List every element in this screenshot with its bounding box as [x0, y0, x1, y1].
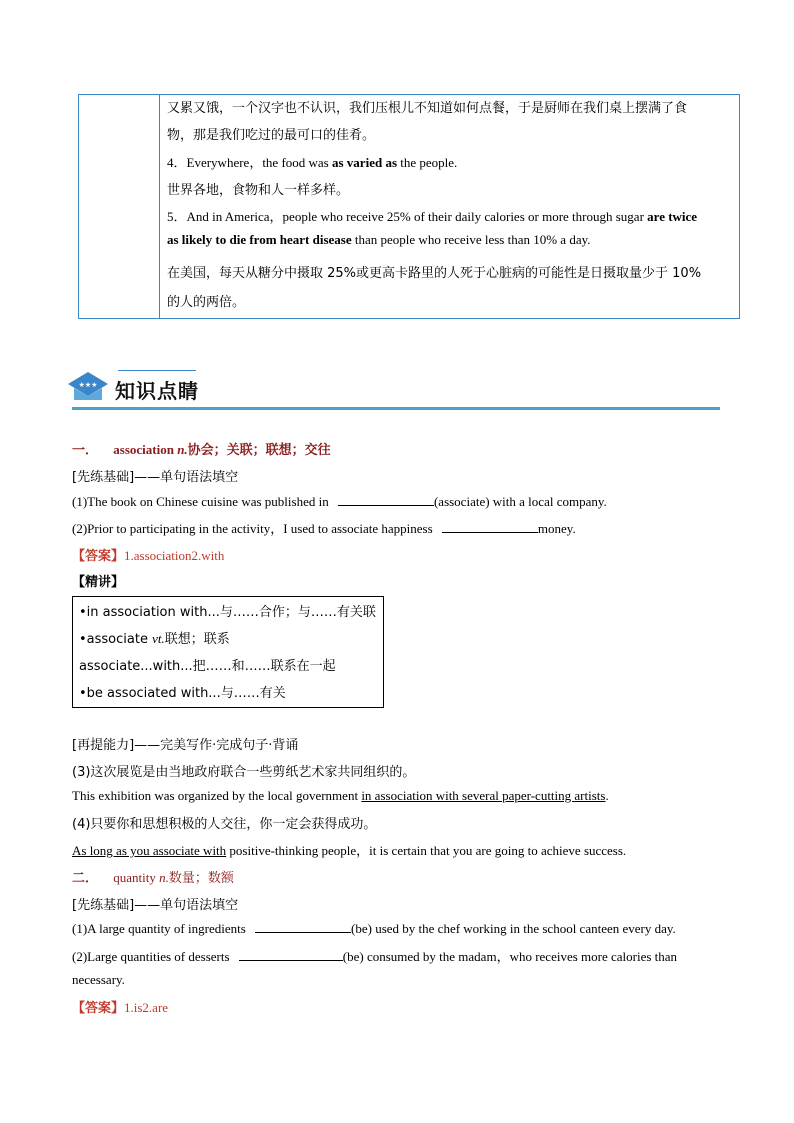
table-line: 物，那是我们吃过的最可口的佳肴。 — [167, 128, 376, 143]
item-heading — [72, 867, 234, 886]
sentence-text: . — [605, 788, 609, 803]
answer-line — [72, 997, 168, 1016]
header-top-line — [118, 370, 196, 371]
answer-text: 1.association2.with — [124, 548, 225, 563]
question-text: (be) used by the chef working in the school canteen every day. — [351, 921, 676, 936]
item-pos: n. — [177, 442, 188, 457]
question-2-cont: necessary. — [72, 972, 125, 987]
table-left-column — [79, 95, 160, 318]
answer-blank[interactable] — [442, 520, 538, 533]
note-pos: vt. — [152, 631, 165, 646]
item-heading — [72, 439, 331, 458]
sentence-answer: As long as you associate with — [72, 843, 227, 858]
sentence-bold: as likely to die from heart disease — [167, 232, 352, 247]
item-pos: n. — [159, 870, 169, 885]
question-text: (2)Large quantities of desserts — [72, 949, 230, 964]
sentence-text: Everywhere，the food was — [186, 155, 332, 170]
note-line: associate...with...把……和……联系在一起 — [79, 659, 336, 674]
notes-box — [72, 596, 384, 708]
question-4-cn: (4)只要你和思想积极的人交往，你一定会获得成功。 — [72, 817, 377, 832]
sentence-text: than people who receive less than 10% a day. — [351, 232, 591, 247]
answer-line — [72, 545, 224, 564]
sentence-number: 5． — [167, 209, 187, 224]
question-2 — [72, 518, 576, 537]
sentence-text: positive-thinking people，it is certain that you are going to achieve success. — [226, 843, 627, 858]
question-4-en — [72, 840, 626, 859]
item-number: 二． — [72, 871, 99, 886]
question-1 — [72, 493, 607, 510]
question-text: (1)The book on Chinese cuisine was published in — [72, 494, 329, 509]
question-text: (associate) with a local company. — [433, 494, 607, 509]
table-line: 在美国，每天从糖分中摄取 25%或更高卡路里的人死于心脏病的可能性是日摄取量少于 10% — [167, 266, 702, 281]
answer-blank[interactable] — [255, 920, 351, 933]
sentence-bold: as varied as — [332, 155, 397, 170]
note-text: •associate — [79, 632, 153, 647]
sentence-text: And in America，people who receive 25% of their daily calories or more through sugar — [186, 209, 648, 224]
graduation-cap-icon — [66, 368, 110, 404]
item-meaning: 数量；数额 — [168, 871, 234, 886]
sentence-4 — [167, 152, 457, 171]
answer-label: 【答案】 — [72, 549, 125, 564]
question-text: (1)A large quantity of ingredients — [72, 921, 246, 936]
translation-table — [78, 94, 740, 319]
item-word: quantity — [113, 870, 156, 885]
note-line: •in association with...与……合作；与……有关联 — [79, 605, 376, 620]
sentence-bold: are twice — [647, 209, 698, 224]
item-word: association — [113, 442, 174, 457]
question-text: money. — [537, 521, 576, 536]
sentence-text: the people. — [397, 155, 458, 170]
question-3-cn: (3)这次展览是由当地政府联合一些剪纸艺术家共同组织的。 — [72, 765, 416, 780]
question-3-en — [72, 788, 609, 804]
note-text: 联想；联系 — [164, 632, 230, 647]
sentence-answer: in association with several paper-cutting artists — [361, 788, 606, 803]
item-meaning: 协会；关联；联想；交往 — [187, 443, 331, 458]
sentence-5-line1 — [167, 206, 697, 225]
table-line: 世界各地，食物和人一样多样。 — [167, 183, 350, 198]
header-underline — [72, 407, 720, 410]
svg-text:★★★: ★★★ — [78, 381, 98, 389]
question-2 — [72, 946, 677, 965]
note-line: •be associated with...与……有关 — [79, 686, 286, 701]
advance-label: [再提能力]——完美写作·完成句子·背诵 — [72, 738, 299, 753]
question-text: (2)Prior to participating in the activity，I used to associate happiness — [72, 521, 433, 536]
section-title: 知识点睛 — [115, 379, 199, 403]
basic-label: [先练基础]——单句语法填空 — [72, 898, 239, 913]
answer-blank[interactable] — [239, 948, 343, 961]
sentence-text: This exhibition was organized by the local government — [72, 788, 362, 803]
answer-blank[interactable] — [338, 493, 434, 506]
table-line: 又累又饿，一个汉字也不认识，我们压根儿不知道如何点餐，于是厨师在我们桌上摆满了食 — [167, 101, 688, 116]
sentence-5-line2 — [167, 232, 591, 248]
note-line — [79, 628, 230, 647]
table-line: 的人的两倍。 — [167, 295, 246, 310]
item-number: 一． — [72, 443, 99, 458]
sentence-number: 4． — [167, 155, 187, 170]
question-1 — [72, 920, 676, 937]
answer-label: 【答案】 — [72, 1001, 125, 1016]
question-text: (be) consumed by the madam，who receives more calories than — [342, 949, 678, 964]
basic-label: [先练基础]——单句语法填空 — [72, 470, 239, 485]
explain-label: 【精讲】 — [72, 575, 125, 590]
answer-text: 1.is2.are — [124, 1000, 169, 1015]
